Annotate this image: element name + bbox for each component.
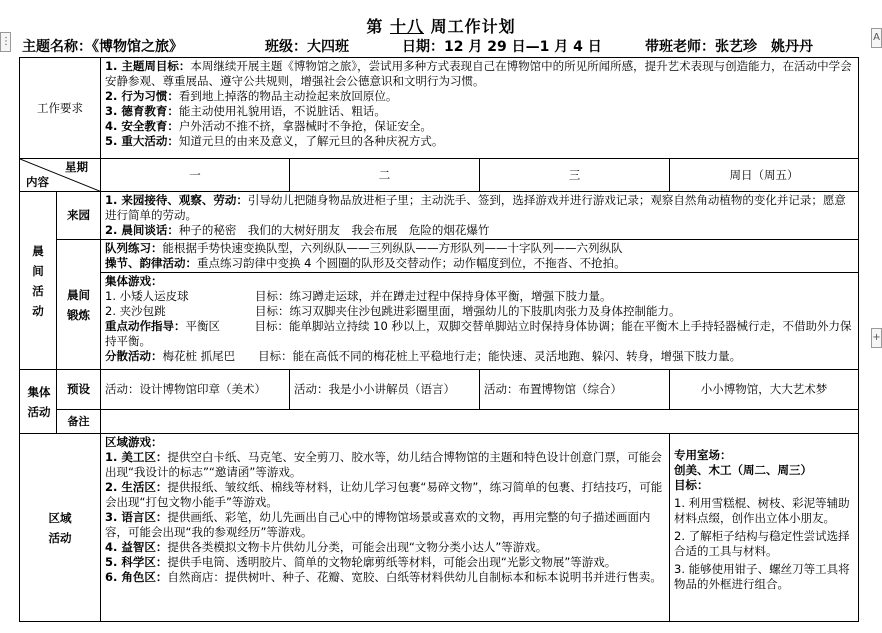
- day-header-1: 一: [101, 159, 290, 192]
- note-label: 备注: [57, 410, 101, 434]
- requirements-content: 1. 主题周目标：本周继续开展主题《博物馆之旅》，尝试用多种方式表现自己在博物馆中的所见所闻所感，提升艺术表现与创造能力，在活动中学会安静参观、尊重展品、遵守公共规则，增强社会公德意识和文明行为习惯。 2. 行为习惯：看到地上掉落的物品主动捡起来放回原位。 3. 德育教育：能主动使用礼貌用语，不说脏话、粗话。 4. 安全教育：户外活动不推不挤，拿器械时不争抢，保证安全。 5. 重大活动：知道元旦的由来及意义，了解元旦的各种庆祝方式。: [101, 58, 859, 159]
- weekly-plan-table: [19, 57, 859, 622]
- week-number: 十八: [389, 17, 424, 36]
- games-content: 集体游戏： 1. 小矮人运皮球 目标：练习蹲走运球，并在蹲走过程中保持身体平衡，增强下肢力量。 2. 夹沙包跳 目标：练习双脚夹住沙包跳进彩圈里面，增强幼儿的下肢肌肉张力及身体控制能力。 重点动作指导：平衡区 目标：能单脚站立持续 10 秒以上，双脚交替单脚站立时保持身体协调；能在平衡木上手持轻器械行走，不借助外力保持平衡。 分散活动：梅花桩 抓尾巴 目标：能在高低不同的梅花桩上平稳地行走；能快速、灵活地跑、躲闪、转身，增强下肢力量。: [101, 273, 859, 370]
- day-header-3: 三: [480, 159, 670, 192]
- area-row: [20, 434, 859, 622]
- class-field: 班级：大四班: [265, 39, 349, 55]
- plan-label: 预设: [57, 370, 101, 410]
- left-ruler-marker[interactable]: ⋮: [0, 32, 11, 52]
- requirements-label: 工作要求: [20, 58, 101, 159]
- game-1: 1. 小矮人运皮球 目标：练习蹲走运球，并在蹲走过程中保持身体平衡，增强下肢力量。: [105, 289, 612, 303]
- day-header-2: 二: [290, 159, 480, 192]
- days-header-row: [20, 159, 859, 192]
- teacher-field: 带班老师：张艺珍 姚丹丹: [645, 39, 813, 55]
- game-2: 2. 夹沙包跳 目标：练习双脚夹住沙包跳进彩圈里面，增强幼儿的下肢肌肉张力及身体控制能力。: [105, 304, 681, 318]
- morning-label: 晨间活动: [20, 192, 57, 370]
- note-content: [101, 410, 859, 434]
- drill-content: 队列练习：能根据手势快速变换队型，六列纵队——三列纵队——方形队列——十字队列——六列纵队 操节、韵律活动：重点练习韵律中变换 4 个圆圈的队形及交替动作；动作幅度到位，不拖沓、不抢拍。: [101, 240, 859, 273]
- games-row: [20, 273, 859, 370]
- drill-row: [20, 240, 859, 273]
- theme-field: 主题名称：《博物馆之旅》: [22, 39, 183, 55]
- plan-day-1: 活动：设计博物馆印章（美术）: [101, 370, 290, 410]
- corner-cell: [20, 159, 101, 192]
- group-activity-label: 集体活动: [20, 370, 57, 434]
- plan-day-5: 小小博物馆，大大艺术梦: [670, 370, 859, 410]
- page-title: 第 十八 周工作计划: [366, 17, 516, 36]
- group-activity-note-row: [20, 410, 859, 434]
- exercise-label: 晨间锻炼: [57, 240, 101, 370]
- right-ruler-marker-mid[interactable]: +: [871, 328, 882, 348]
- day-header-5: 周日（周五）: [670, 159, 859, 192]
- plan-day-3: 活动：布置博物馆（综合）: [480, 370, 670, 410]
- date-field: 日期：12 月 29 日—1 月 4 日: [402, 39, 602, 55]
- right-ruler-marker-top[interactable]: A: [871, 28, 882, 48]
- plan-day-2: 活动：我是小小讲解员（语言）: [290, 370, 480, 410]
- arrival-row: [20, 192, 859, 240]
- area-label: 区域活动: [20, 434, 101, 622]
- special-room-content: 专用室场： 创美、木工（周二、周三） 目标： 1. 利用雪糕棍、树枝、彩泥等辅助材料点缀，创作出立体小朋友。 2. 了解柜子结构与稳定性尝试选择合适的工具与材料。 3. 能够使用钳子、螺丝刀等工具将物品的外框进行组合。: [670, 434, 859, 622]
- corner-top-label: 星期: [65, 160, 88, 174]
- area-content: 区域游戏： 1. 美工区：提供空白卡纸、马克笔、安全剪刀、胶水等，幼儿结合博物馆的主题和特色设计创意门票，可能会出现“我设计的标志”“邀请函”等游戏。 2. 生活区：提供报纸、皱纹纸、棉线等材料，让幼儿学习包裹“易碎文物”，练习简单的包裹、打结技巧，可能会出现“打包文物小能手”等游戏。 3. 语言区：提供画纸、彩笔，幼儿先画出自己心中的博物馆场景或喜欢的文物，再用完整的句子描述画面内容，可能会出现“我的参观经历”等游戏。 4. 益智区：提供各类模拟文物卡片供幼儿分类，可能会出现“文物分类小达人”等游戏。 5. 科学区：提供手电筒、透明胶片、简单的文物轮廓剪纸等材料，可能会出现“光影文物展”等游戏。 6. 角色区：自然商店：提供树叶、种子、花瓣、宽胶、白纸等材料供幼儿自制标本和标本说明书并进行售卖。: [101, 434, 670, 622]
- arrival-content: 1. 来园接待、观察、劳动：引导幼儿把随身物品放进柜子里；主动洗手、签到，选择游戏并进行游戏记录；观察自然角动植物的变化并记录；愿意进行简单的劳动。 2. 晨间谈话：种子的秘密 我们的大树好朋友 我会布展 危险的烟花爆竹: [101, 192, 859, 240]
- requirements-row: [20, 58, 859, 159]
- arrival-label: 来园: [57, 192, 101, 240]
- corner-bottom-label: 内容: [26, 175, 49, 189]
- group-activity-plan-row: [20, 370, 859, 410]
